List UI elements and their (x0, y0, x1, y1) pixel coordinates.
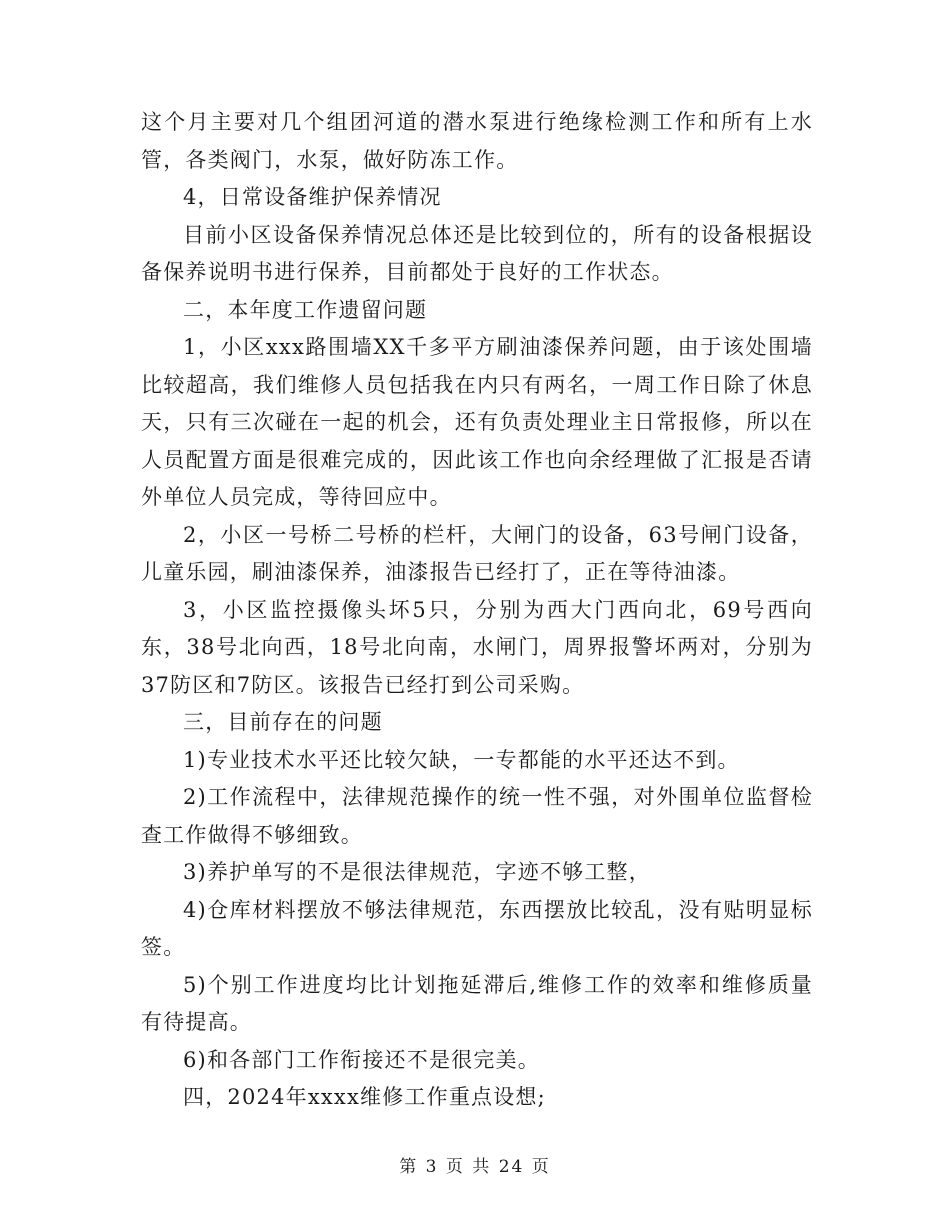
paragraph: 二，本年度工作遗留问题 (183, 297, 428, 322)
paragraph: 2，小区一号桥二号桥的栏杆，大闸门的设备，63号闸门设备，儿童乐园，刷油漆保养，油漆报告已经打了，正在等待油漆。 (141, 522, 813, 584)
paragraph: 目前小区设备保养情况总体还是比较到位的，所有的设备根据设备保养说明书进行保养，目前都处于良好的工作状态。 (141, 222, 813, 284)
paragraph: 4，日常设备维护保养情况 (183, 185, 442, 209)
page-footer: 第 3 页 共 24 页 (399, 1157, 551, 1177)
paragraph: 1，小区xxx路围墙XX千多平方刷油漆保养问题，由于该处围墙比较超高，我们维修人员包括我在内只有两名，一周工作日除了休息天，只有三次碰在一起的机会，还有负责处理业主日常报修，所以在人员配置方面是很难完成的，因此该工作也向余经理做了汇报是否请外单位人员完成，等待回应中。 (141, 335, 813, 509)
paragraph: 这个月主要对几个组团河道的潜水泵进行绝缘检测工作和所有上水管，各类阀门，水泵，做好防冻工作。 (141, 110, 813, 172)
paragraph: 4)仓库材料摆放不够法律规范，东西摆放比较乱，没有贴明显标签。 (141, 897, 813, 959)
paragraph: 6)和各部门工作衔接还不是很完美。 (183, 1047, 540, 1072)
paragraph: 3)养护单写的不是很法律规范，字迹不够工整， (183, 860, 651, 884)
paragraph: 四，2024年xxxx维修工作重点设想; (183, 1085, 546, 1109)
document-body (141, 104, 813, 1117)
paragraph: 3，小区监控摄像头坏5只，分别为西大门西向北，69号西向东，38号北向西，18号北向南，水闸门，周界报警坏两对，分别为37防区和7防区。该报告已经打到公司采购。 (141, 597, 813, 697)
paragraph: 2)工作流程中，法律规范操作的统一性不强，对外围单位监督检查工作做得不够细致。 (141, 785, 813, 847)
paragraph: 5)个别工作进度均比计划拖延滞后,维修工作的效率和维修质量有待提高。 (141, 972, 813, 1034)
paragraph: 1)专业技术水平还比较欠缺，一专都能的水平还达不到。 (183, 747, 740, 772)
paragraph: 三，目前存在的问题 (183, 710, 383, 734)
